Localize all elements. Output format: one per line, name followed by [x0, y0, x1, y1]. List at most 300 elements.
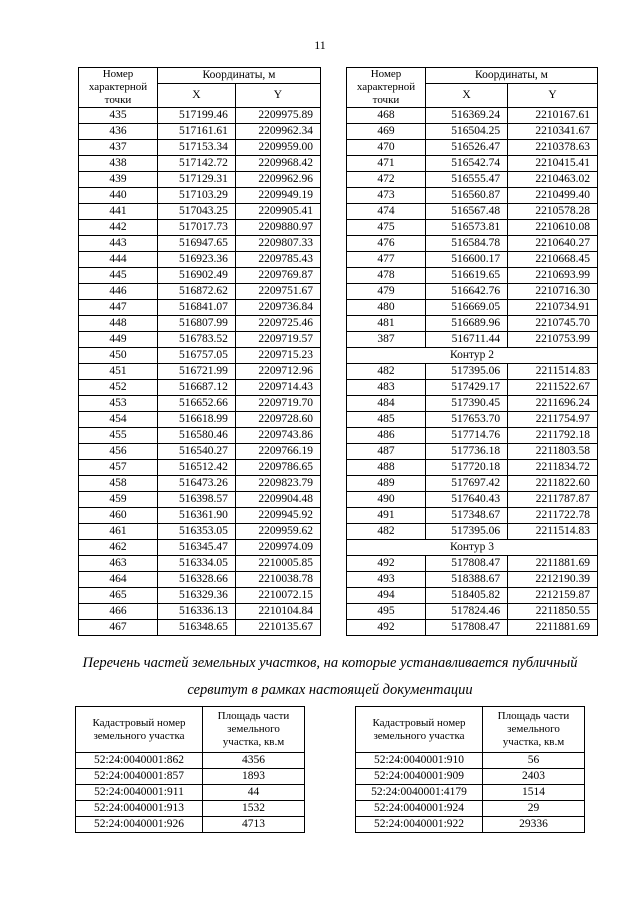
y-cell: 2210463.02 [508, 172, 598, 188]
x-cell: 516783.52 [158, 332, 236, 348]
table-row [356, 753, 585, 769]
table-row [347, 396, 598, 412]
point-number-cell: 470 [347, 140, 426, 156]
y-cell: 2210038.78 [235, 572, 320, 588]
point-number-cell: 442 [79, 220, 158, 236]
y-cell: 2209769.87 [235, 268, 320, 284]
y-cell: 2212190.39 [508, 572, 598, 588]
area-cell: 4356 [203, 753, 305, 769]
table-row [79, 412, 321, 428]
point-number-cell: 457 [79, 460, 158, 476]
x-cell: 516580.46 [158, 428, 236, 444]
section-heading-line1: Перечень частей земельных участков, на которые устанавливается публичный [82, 655, 578, 671]
y-cell: 2210167.61 [508, 108, 598, 124]
parcels-table-left [75, 706, 305, 833]
y-cell: 2210341.67 [508, 124, 598, 140]
x-cell: 516687.12 [158, 380, 236, 396]
y-cell: 2210693.99 [508, 268, 598, 284]
cadastral-number-cell: 52:24:0040001:909 [356, 769, 483, 785]
x-cell: 517017.73 [158, 220, 236, 236]
x-cell: 517720.18 [426, 460, 508, 476]
x-cell: 516923.36 [158, 252, 236, 268]
table-row [79, 140, 321, 156]
x-cell: 517697.42 [426, 476, 508, 492]
point-number-cell: 489 [347, 476, 426, 492]
table-row [347, 172, 598, 188]
cadastral-number-cell: 52:24:0040001:913 [76, 801, 203, 817]
point-number-cell: 492 [347, 620, 426, 636]
x-cell: 516567.48 [426, 204, 508, 220]
x-cell: 516721.99 [158, 364, 236, 380]
x-cell: 516807.99 [158, 316, 236, 332]
x-cell: 517640.43 [426, 492, 508, 508]
cadastral-number-cell: 52:24:0040001:911 [76, 785, 203, 801]
point-number-header: Номер характерной точки [347, 68, 426, 108]
y-cell: 2210104.84 [235, 604, 320, 620]
y-cell: 2209714.43 [235, 380, 320, 396]
area-cell: 1893 [203, 769, 305, 785]
point-number-cell: 449 [79, 332, 158, 348]
point-number-cell: 454 [79, 412, 158, 428]
point-number-cell: 458 [79, 476, 158, 492]
y-cell: 2211822.60 [508, 476, 598, 492]
table-row [347, 556, 598, 572]
table-row [347, 604, 598, 620]
area-header: Площадь части земельного участка, кв.м [483, 707, 585, 753]
table-row [347, 492, 598, 508]
point-number-cell: 482 [347, 364, 426, 380]
point-number-cell: 480 [347, 300, 426, 316]
table-row [79, 460, 321, 476]
point-number-cell: 452 [79, 380, 158, 396]
point-number-cell: 494 [347, 588, 426, 604]
table-row [347, 236, 598, 252]
area-cell: 1514 [483, 785, 585, 801]
y-cell: 2209905.41 [235, 204, 320, 220]
table-row [79, 540, 321, 556]
y-cell: 2209968.42 [235, 156, 320, 172]
table-row [347, 284, 598, 300]
y-cell: 2209959.00 [235, 140, 320, 156]
x-cell: 516584.78 [426, 236, 508, 252]
y-header: Y [508, 84, 598, 108]
y-cell: 2209719.57 [235, 332, 320, 348]
y-cell: 2210640.27 [508, 236, 598, 252]
point-number-header: Номер характерной точки [79, 68, 158, 108]
table-row [79, 284, 321, 300]
table-row [356, 801, 585, 817]
point-number-cell: 459 [79, 492, 158, 508]
section-heading-line2: сервитут в рамках настоящей документации [187, 682, 473, 698]
y-cell: 2210072.15 [235, 588, 320, 604]
cadastral-header: Кадастровый номер земельного участка [76, 707, 203, 753]
x-cell: 517153.34 [158, 140, 236, 156]
table-row [347, 620, 598, 636]
x-cell: 517395.06 [426, 364, 508, 380]
point-number-cell: 478 [347, 268, 426, 284]
table-row [347, 460, 598, 476]
x-cell: 516642.76 [426, 284, 508, 300]
y-cell: 2209962.34 [235, 124, 320, 140]
x-cell: 517429.17 [426, 380, 508, 396]
x-cell: 516711.44 [426, 332, 508, 348]
x-cell: 516526.47 [426, 140, 508, 156]
table-row [79, 236, 321, 252]
x-cell: 517714.76 [426, 428, 508, 444]
cadastral-number-cell: 52:24:0040001:862 [76, 753, 203, 769]
table-row [356, 769, 585, 785]
point-number-cell: 487 [347, 444, 426, 460]
y-cell: 2211514.83 [508, 364, 598, 380]
x-cell: 516560.87 [426, 188, 508, 204]
parcels-table-right [355, 706, 585, 833]
cadastral-number-cell: 52:24:0040001:857 [76, 769, 203, 785]
table-row [347, 300, 598, 316]
point-number-cell: 439 [79, 172, 158, 188]
point-number-cell: 435 [79, 108, 158, 124]
y-cell: 2211803.58 [508, 444, 598, 460]
table-row [79, 332, 321, 348]
table-row [76, 769, 305, 785]
x-cell: 516348.65 [158, 620, 236, 636]
table-row [79, 428, 321, 444]
x-cell: 516947.65 [158, 236, 236, 252]
y-cell: 2211722.78 [508, 508, 598, 524]
y-cell: 2210716.30 [508, 284, 598, 300]
x-cell: 516902.49 [158, 268, 236, 284]
y-cell: 2211514.83 [508, 524, 598, 540]
y-cell: 2209751.67 [235, 284, 320, 300]
area-cell: 1532 [203, 801, 305, 817]
x-cell: 516555.47 [426, 172, 508, 188]
cadastral-number-cell: 52:24:0040001:924 [356, 801, 483, 817]
point-number-cell: 482 [347, 524, 426, 540]
y-cell: 2211881.69 [508, 620, 598, 636]
y-cell: 2209743.86 [235, 428, 320, 444]
point-number-cell: 445 [79, 268, 158, 284]
table-row [347, 188, 598, 204]
x-cell: 517043.25 [158, 204, 236, 220]
point-number-cell: 387 [347, 332, 426, 348]
point-number-cell: 456 [79, 444, 158, 460]
y-cell: 2211850.55 [508, 604, 598, 620]
table-row [347, 380, 598, 396]
y-cell: 2209725.46 [235, 316, 320, 332]
table-row [76, 753, 305, 769]
y-cell: 2209880.97 [235, 220, 320, 236]
point-number-cell: 460 [79, 508, 158, 524]
x-cell: 516540.27 [158, 444, 236, 460]
point-number-cell: 455 [79, 428, 158, 444]
x-header: X [426, 84, 508, 108]
table-row [79, 604, 321, 620]
table-row [79, 396, 321, 412]
point-number-cell: 469 [347, 124, 426, 140]
table-row [79, 444, 321, 460]
coordinates-table-left [78, 67, 321, 636]
x-cell: 517808.47 [426, 556, 508, 572]
coordinates-body-right [347, 108, 598, 636]
table-row [79, 108, 321, 124]
y-cell: 2210745.70 [508, 316, 598, 332]
table-row [347, 444, 598, 460]
point-number-cell: 481 [347, 316, 426, 332]
point-number-cell: 450 [79, 348, 158, 364]
table-row [356, 785, 585, 801]
table-row [79, 300, 321, 316]
point-number-cell: 486 [347, 428, 426, 444]
x-cell: 516689.96 [426, 316, 508, 332]
point-number-cell: 474 [347, 204, 426, 220]
table-row [79, 316, 321, 332]
table-row [76, 801, 305, 817]
point-number-cell: 466 [79, 604, 158, 620]
x-cell: 517736.18 [426, 444, 508, 460]
x-cell: 516473.26 [158, 476, 236, 492]
x-cell: 517395.06 [426, 524, 508, 540]
parcels-body-left [76, 753, 305, 833]
x-cell: 517199.46 [158, 108, 236, 124]
x-cell: 518405.82 [426, 588, 508, 604]
point-number-cell: 446 [79, 284, 158, 300]
y-cell: 2210135.67 [235, 620, 320, 636]
x-cell: 517103.29 [158, 188, 236, 204]
table-row [79, 524, 321, 540]
y-cell: 2209949.19 [235, 188, 320, 204]
y-cell: 2209785.43 [235, 252, 320, 268]
table-row [79, 172, 321, 188]
coordinates-header: Координаты, м [426, 68, 598, 84]
point-number-cell: 448 [79, 316, 158, 332]
coordinates-body-left [79, 108, 321, 636]
x-cell: 516872.62 [158, 284, 236, 300]
point-number-cell: 468 [347, 108, 426, 124]
y-cell: 2209959.62 [235, 524, 320, 540]
point-number-cell: 491 [347, 508, 426, 524]
point-number-cell: 462 [79, 540, 158, 556]
table-row [79, 156, 321, 172]
parcels-body-right [356, 753, 585, 833]
table-row [347, 124, 598, 140]
point-number-cell: 471 [347, 156, 426, 172]
x-cell: 518388.67 [426, 572, 508, 588]
point-number-cell: 475 [347, 220, 426, 236]
point-number-cell: 472 [347, 172, 426, 188]
x-cell: 516353.05 [158, 524, 236, 540]
point-number-cell: 483 [347, 380, 426, 396]
x-cell: 516336.13 [158, 604, 236, 620]
y-cell: 2212159.87 [508, 588, 598, 604]
x-cell: 517129.31 [158, 172, 236, 188]
point-number-cell: 467 [79, 620, 158, 636]
point-number-cell: 473 [347, 188, 426, 204]
table-row [347, 428, 598, 444]
table-row [79, 348, 321, 364]
contour-row [347, 348, 598, 364]
y-cell: 2209736.84 [235, 300, 320, 316]
table-row [79, 492, 321, 508]
point-number-cell: 465 [79, 588, 158, 604]
point-number-cell: 441 [79, 204, 158, 220]
table-row [76, 785, 305, 801]
x-cell: 516334.05 [158, 556, 236, 572]
y-cell: 2210734.91 [508, 300, 598, 316]
x-cell: 516669.05 [426, 300, 508, 316]
table-row [347, 572, 598, 588]
table-row [79, 508, 321, 524]
point-number-cell: 437 [79, 140, 158, 156]
table-row [347, 108, 598, 124]
area-cell: 44 [203, 785, 305, 801]
table-row [347, 524, 598, 540]
point-number-cell: 488 [347, 460, 426, 476]
table-row [79, 268, 321, 284]
x-cell: 517161.61 [158, 124, 236, 140]
point-number-cell: 485 [347, 412, 426, 428]
y-cell: 2210499.40 [508, 188, 598, 204]
cadastral-number-cell: 52:24:0040001:926 [76, 817, 203, 833]
x-cell: 516329.36 [158, 588, 236, 604]
point-number-cell: 495 [347, 604, 426, 620]
table-row [347, 508, 598, 524]
table-row [347, 140, 598, 156]
x-cell: 516618.99 [158, 412, 236, 428]
x-cell: 516345.47 [158, 540, 236, 556]
point-number-cell: 492 [347, 556, 426, 572]
table-row [79, 572, 321, 588]
x-cell: 517390.45 [426, 396, 508, 412]
x-cell: 516841.07 [158, 300, 236, 316]
y-cell: 2211881.69 [508, 556, 598, 572]
point-number-cell: 493 [347, 572, 426, 588]
y-cell: 2210753.99 [508, 332, 598, 348]
point-number-cell: 438 [79, 156, 158, 172]
table-row [347, 316, 598, 332]
y-cell: 2209728.60 [235, 412, 320, 428]
y-header: Y [235, 84, 320, 108]
x-cell: 516361.90 [158, 508, 236, 524]
x-cell: 516328.66 [158, 572, 236, 588]
point-number-cell: 453 [79, 396, 158, 412]
x-cell: 516600.17 [426, 252, 508, 268]
y-cell: 2210668.45 [508, 252, 598, 268]
x-cell: 517808.47 [426, 620, 508, 636]
table-row [347, 412, 598, 428]
point-number-cell: 464 [79, 572, 158, 588]
y-cell: 2211792.18 [508, 428, 598, 444]
x-cell: 516652.66 [158, 396, 236, 412]
table-row [79, 380, 321, 396]
y-cell: 2209766.19 [235, 444, 320, 460]
y-cell: 2209904.48 [235, 492, 320, 508]
contour-label: Контур 2 [347, 348, 598, 364]
table-row [79, 556, 321, 572]
table-row [79, 124, 321, 140]
y-cell: 2211754.97 [508, 412, 598, 428]
contour-row [347, 540, 598, 556]
point-number-cell: 484 [347, 396, 426, 412]
area-cell: 4713 [203, 817, 305, 833]
x-cell: 516398.57 [158, 492, 236, 508]
point-number-cell: 479 [347, 284, 426, 300]
table-row [79, 476, 321, 492]
table-row [347, 252, 598, 268]
y-cell: 2209823.79 [235, 476, 320, 492]
y-cell: 2209715.23 [235, 348, 320, 364]
y-cell: 2210578.28 [508, 204, 598, 220]
x-cell: 516504.25 [426, 124, 508, 140]
y-cell: 2210378.63 [508, 140, 598, 156]
table-row [347, 156, 598, 172]
y-cell: 2209975.89 [235, 108, 320, 124]
table-row [79, 252, 321, 268]
y-cell: 2211787.87 [508, 492, 598, 508]
point-number-cell: 443 [79, 236, 158, 252]
y-cell: 2211522.67 [508, 380, 598, 396]
table-row [347, 332, 598, 348]
coordinates-table-right [346, 67, 598, 636]
area-header: Площадь части земельного участка, кв.м [203, 707, 305, 753]
point-number-cell: 444 [79, 252, 158, 268]
y-cell: 2211834.72 [508, 460, 598, 476]
x-cell: 516369.24 [426, 108, 508, 124]
y-cell: 2211696.24 [508, 396, 598, 412]
table-row [347, 204, 598, 220]
cadastral-header: Кадастровый номер земельного участка [356, 707, 483, 753]
y-cell: 2209719.70 [235, 396, 320, 412]
y-cell: 2210610.08 [508, 220, 598, 236]
y-cell: 2209786.65 [235, 460, 320, 476]
point-number-cell: 451 [79, 364, 158, 380]
y-cell: 2209807.33 [235, 236, 320, 252]
cadastral-number-cell: 52:24:0040001:922 [356, 817, 483, 833]
x-cell: 516757.05 [158, 348, 236, 364]
y-cell: 2209712.96 [235, 364, 320, 380]
cadastral-number-cell: 52:24:0040001:4179 [356, 785, 483, 801]
y-cell: 2209962.96 [235, 172, 320, 188]
page-number: 11 [314, 38, 326, 52]
area-cell: 2403 [483, 769, 585, 785]
table-row [79, 364, 321, 380]
x-cell: 517348.67 [426, 508, 508, 524]
table-row [79, 588, 321, 604]
point-number-cell: 436 [79, 124, 158, 140]
coordinates-header: Координаты, м [158, 68, 321, 84]
table-row [356, 817, 585, 833]
point-number-cell: 461 [79, 524, 158, 540]
x-cell: 517824.46 [426, 604, 508, 620]
x-cell: 516512.42 [158, 460, 236, 476]
y-cell: 2209945.92 [235, 508, 320, 524]
table-row [79, 188, 321, 204]
area-cell: 29336 [483, 817, 585, 833]
contour-label: Контур 3 [347, 540, 598, 556]
cadastral-number-cell: 52:24:0040001:910 [356, 753, 483, 769]
table-row [347, 364, 598, 380]
table-row [79, 204, 321, 220]
x-cell: 516542.74 [426, 156, 508, 172]
point-number-cell: 490 [347, 492, 426, 508]
x-cell: 517653.70 [426, 412, 508, 428]
area-cell: 29 [483, 801, 585, 817]
x-header: X [158, 84, 236, 108]
area-cell: 56 [483, 753, 585, 769]
table-row [347, 220, 598, 236]
table-row [76, 817, 305, 833]
y-cell: 2209974.09 [235, 540, 320, 556]
point-number-cell: 463 [79, 556, 158, 572]
table-row [79, 220, 321, 236]
